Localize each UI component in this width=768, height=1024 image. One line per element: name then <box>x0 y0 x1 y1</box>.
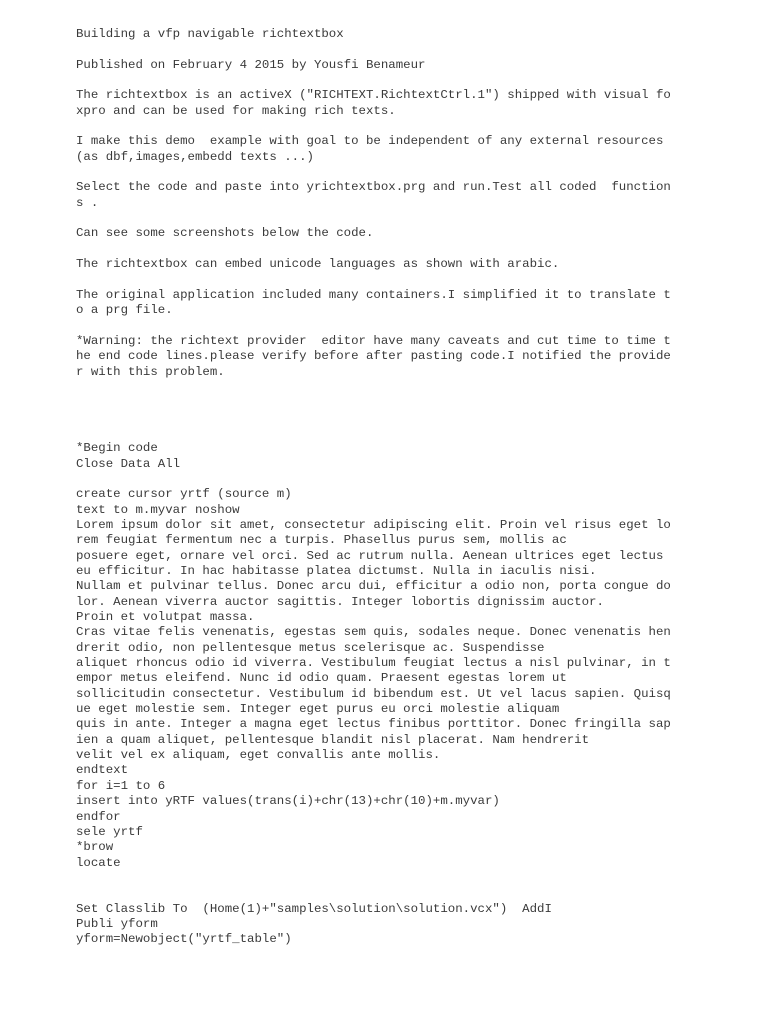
code-line: insert into yRTF values(trans(i)+chr(13)+chr(10)+m.myvar) <box>76 794 500 809</box>
code-line: endtext <box>76 763 129 778</box>
spacer <box>76 886 696 901</box>
intro-paragraph <box>76 88 696 119</box>
spacer <box>76 273 696 288</box>
paragraph-line: The richtextbox is an activeX ("RICHTEXT.RichtextCtrl.1") shipped with visual fo <box>76 88 671 103</box>
document-page <box>76 27 696 948</box>
code-line: locate <box>76 855 121 870</box>
code-line: empor metus eleifend. Nunc id odio quam. Praesent egestas lorem ut <box>76 671 567 686</box>
paragraph-line: (as dbf,images,embedd texts ...) <box>76 149 314 164</box>
spacer <box>76 426 696 441</box>
intro-paragraph <box>76 134 696 165</box>
spacer <box>76 871 696 886</box>
code-line: Publi yform <box>76 916 158 931</box>
spacer <box>76 42 696 57</box>
paragraph-line: s . <box>76 195 99 210</box>
spacer <box>76 472 696 487</box>
intro-paragraph <box>76 226 696 241</box>
code-line: quis in ante. Integer a magna eget lectus finibus porttitor. Donec fringilla sap <box>76 717 671 732</box>
code-line: *Begin code <box>76 441 158 456</box>
intro-paragraph <box>76 257 696 272</box>
spacer <box>76 165 696 180</box>
intro-paragraph <box>76 180 696 211</box>
paragraph-line: he end code lines.please verify before after pasting code.I notified the provide <box>76 349 671 364</box>
code-line: lor. Aenean viverra auctor sagittis. Integer lobortis dignissim auctor. <box>76 594 604 609</box>
code-line: *brow <box>76 840 114 855</box>
paragraph-line: r with this problem. <box>76 364 225 379</box>
code-line: drerit odio, non pellentesque metus scelerisque ac. Suspendisse <box>76 640 545 655</box>
code-line: text to m.myvar noshow <box>76 502 240 517</box>
code-line: Lorem ipsum dolor sit amet, consectetur adipiscing elit. Proin vel risus eget lo <box>76 517 671 532</box>
paragraph-line: xpro and can be used for making rich texts. <box>76 103 396 118</box>
code-line: rem feugiat fermentum nec a turpis. Phasellus purus sem, mollis ac <box>76 533 567 548</box>
code-line: yform=Newobject("yrtf_table") <box>76 932 292 947</box>
spacer <box>76 119 696 134</box>
code-line: for i=1 to 6 <box>76 778 166 793</box>
byline: Published on February 4 2015 by Yousfi Benameur <box>76 57 426 72</box>
paragraph-line: *Warning: the richtext provider editor have many caveats and cut time to time t <box>76 333 671 348</box>
code-header <box>76 441 696 472</box>
paragraph-line: Select the code and paste into yrichtextbox.prg and run.Test all coded function <box>76 180 671 195</box>
spacer <box>76 211 696 226</box>
code-line: sollicitudin consectetur. Vestibulum id bibendum est. Ut vel lacus sapien. Quisq <box>76 686 671 701</box>
code-line: ue eget molestie sem. Integer eget purus eu orci molestie aliquam <box>76 702 560 717</box>
paragraph-line: I make this demo example with goal to be independent of any external resources <box>76 134 664 149</box>
code-line: ien a quam aliquet, pellentesque blandit nisl placerat. Nam hendrerit <box>76 732 590 747</box>
document-title: Building a vfp navigable richtextbox <box>76 27 344 41</box>
spacer <box>76 242 696 257</box>
code-line: eu efficitur. In hac habitasse platea dictumst. Nulla in iaculis nisi. <box>76 564 597 578</box>
code-block-tail <box>76 902 696 948</box>
code-line: aliquet rhoncus odio id viverra. Vestibulum feugiat lectus a nisl pulvinar, in t <box>76 656 671 671</box>
paragraph-line: o a prg file. <box>76 303 173 318</box>
code-block <box>76 487 696 871</box>
paragraph-line: The richtextbox can embed unicode languages as shown with arabic. <box>76 257 560 272</box>
code-line: create cursor yrtf (source m) <box>76 487 292 502</box>
code-line: posuere eget, ornare vel orci. Sed ac rutrum nulla. Aenean ultrices eget lectus <box>76 548 664 563</box>
code-line: sele yrtf <box>76 824 143 839</box>
spacer <box>76 319 696 334</box>
spacer <box>76 380 696 426</box>
intro-paragraph <box>76 288 696 319</box>
code-line: Proin et volutpat massa. <box>76 610 255 625</box>
paragraph-line: Can see some screenshots below the code. <box>76 226 374 241</box>
code-line: Cras vitae felis venenatis, egestas sem quis, sodales neque. Donec venenatis hen <box>76 625 671 640</box>
spacer <box>76 73 696 88</box>
code-line: Set Classlib To (Home(1)+"samples\solution\solution.vcx") AddI <box>76 901 552 916</box>
paragraph-line: The original application included many containers.I simplified it to translate t <box>76 287 671 302</box>
code-line: endfor <box>76 809 121 824</box>
warning-paragraph <box>76 334 696 380</box>
code-line: Nullam et pulvinar tellus. Donec arcu dui, efficitur a odio non, porta congue do <box>76 579 671 594</box>
code-line: velit vel ex aliquam, eget convallis ante mollis. <box>76 748 441 763</box>
code-line: Close Data All <box>76 456 181 471</box>
